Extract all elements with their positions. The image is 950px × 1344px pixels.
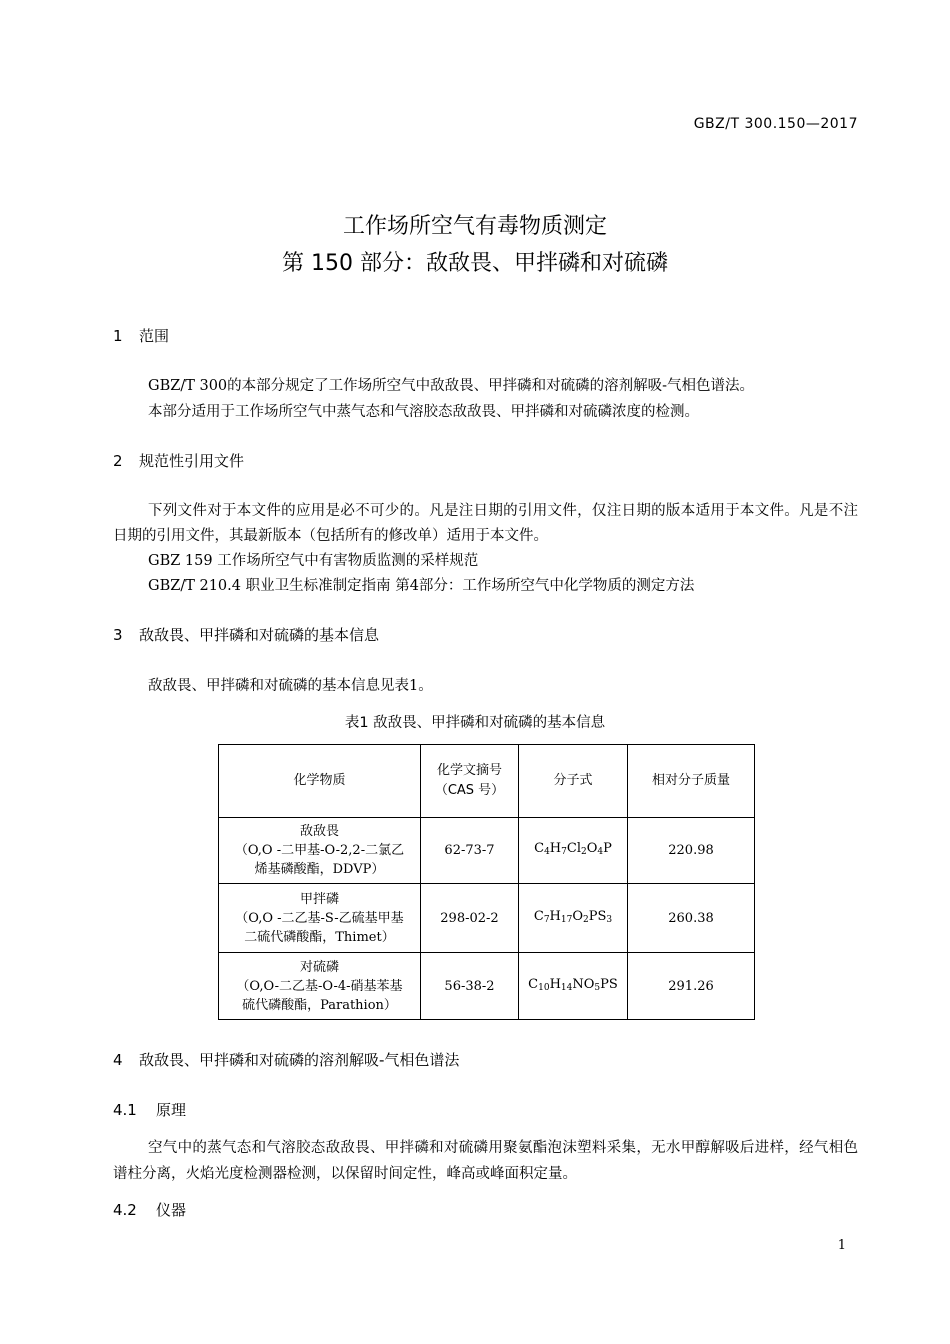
header-substance: 化学物质 (219, 745, 421, 818)
substance-cell (219, 818, 421, 884)
section-number: 4.2 (113, 1201, 137, 1219)
document-title: 工作场所空气有毒物质测定 (342, 214, 607, 239)
section-number: 1 (113, 327, 123, 345)
section-4-heading (113, 1049, 459, 1070)
substance-desc: 二硫代磷酸酯，Thimet） (244, 929, 395, 945)
reference-item: GBZ/T 210.4 职业卫生标准制定指南 第4部分：工作场所空气中化学物质的测定方法 (148, 578, 695, 594)
basic-info-table (218, 744, 755, 1020)
section-number: 4.1 (113, 1101, 137, 1119)
formula-cell: $C_7H_{17}O_2PS_3$ (519, 884, 628, 953)
section-title: 规范性引用文件 (139, 452, 245, 470)
substance-name: 对硫磷 (299, 959, 339, 975)
header-cas (421, 745, 519, 818)
section-title: 范围 (139, 327, 170, 345)
substance-desc: 硫代磷酸酯，Parathion） (242, 997, 397, 1013)
section-number: 4 (113, 1051, 123, 1069)
section-1-heading (113, 325, 169, 346)
section-title: 敌敌畏、甲拌磷和对硫磷的溶剂解吸-气相色谱法 (139, 1051, 460, 1069)
mass-cell: 220.98 (628, 818, 755, 884)
reference-item: GBZ 159 工作场所空气中有害物质监测的采样规范 (148, 553, 479, 569)
paragraph: 本部分适用于工作场所空气中蒸气态和气溶胶态敌敌畏、甲拌磷和对硫磷浓度的检测。 (148, 404, 699, 420)
header-formula: 分子式 (519, 745, 628, 818)
mass-cell: 260.38 (628, 884, 755, 953)
table-row (219, 818, 755, 884)
standard-number: GBZ/T 300.150—2017 (693, 116, 858, 132)
section-title: 敌敌畏、甲拌磷和对硫磷的基本信息 (139, 626, 380, 644)
formula-cell: $C_4H_7Cl_2O_4P$ (519, 818, 628, 884)
section-4-1-heading (113, 1099, 186, 1120)
header-cas-line2: （CAS 号） (434, 783, 505, 798)
substance-desc: （O,O -二乙基-S-乙硫基甲基 (235, 910, 404, 926)
paragraph: GBZ/T 300的本部分规定了工作场所空气中敌敌畏、甲拌磷和对硫磷的溶剂解吸-气相色谱法。 (148, 378, 755, 394)
cas-cell: 62-73-7 (421, 818, 519, 884)
formula-cell: $C_{10}H_{14}NO_5PS$ (519, 953, 628, 1020)
substance-name: 敌敌畏 (299, 824, 339, 839)
header-cas-line1: 化学文摘号 (436, 763, 502, 778)
paragraph: 空气中的蒸气态和气溶胶态敌敌畏、甲拌磷和对硫磷用聚氨酯泡沫塑料采集，无水甲醇解吸后进样，经气相色谱柱分离，火焰光度检测器检测，以保留时间定性，峰高或峰面积定量。 (113, 1140, 858, 1182)
section-title: 仪器 (156, 1201, 187, 1219)
section-2-heading (113, 450, 244, 471)
page-number: 1 (837, 1238, 846, 1253)
substance-cell (219, 953, 421, 1020)
section-4-2-heading (113, 1199, 186, 1220)
section-title: 原理 (156, 1101, 187, 1119)
section-number: 3 (113, 626, 123, 644)
substance-desc: （O,O-二乙基-O-4-硝基苯基 (236, 978, 403, 994)
header-mass: 相对分子质量 (628, 745, 755, 818)
substance-desc: （O,O -二甲基-O-2,2-二氯乙 (234, 843, 405, 858)
table-row (219, 953, 755, 1020)
paragraph: 敌敌畏、甲拌磷和对硫磷的基本信息见表1。 (148, 678, 433, 694)
substance-name: 甲拌磷 (299, 891, 339, 907)
table-header-row (219, 745, 755, 818)
table-row (219, 884, 755, 953)
document-subtitle: 第 150 部分：敌敌畏、甲拌磷和对硫磷 (282, 251, 668, 276)
mass-cell: 291.26 (628, 953, 755, 1020)
paragraph: 下列文件对于本文件的应用是必不可少的。凡是注日期的引用文件，仅注日期的版本适用于本文件。凡是不注日期的引用文件，其最新版本（包括所有的修改单）适用于本文件。 (113, 503, 858, 544)
table-caption: 表1 敌敌畏、甲拌磷和对硫磷的基本信息 (344, 715, 606, 731)
substance-cell (219, 884, 421, 953)
section-number: 2 (113, 452, 123, 470)
cas-cell: 56-38-2 (421, 953, 519, 1020)
cas-cell: 298-02-2 (421, 884, 519, 953)
section-3-heading (113, 624, 379, 645)
substance-desc: 烯基磷酸酯，DDVP） (254, 862, 385, 877)
